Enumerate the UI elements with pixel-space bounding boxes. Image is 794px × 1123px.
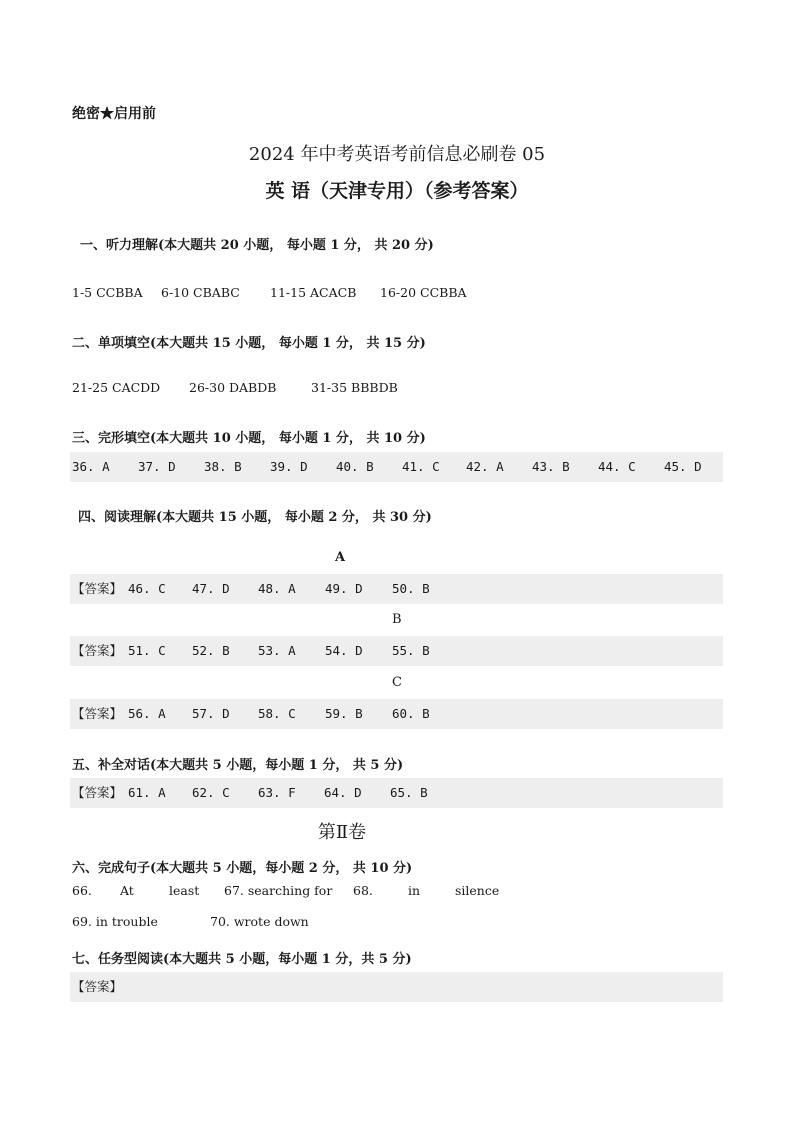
section-4-title: 四、阅读理解(本大题共 15 小题， 每小题 2 分， 共 30 分) xyxy=(78,510,432,525)
answer-item: 43. B xyxy=(532,459,570,474)
section-5-title: 五、补全对话(本大题共 5 小题，每小题 1 分， 共 5 分) xyxy=(72,758,404,773)
answer-item: 60. B xyxy=(392,706,430,721)
answer-item: 37. D xyxy=(138,459,176,474)
answer-item: 57. D xyxy=(192,706,230,721)
top-secret-label: 绝密★启用前 xyxy=(72,106,156,122)
answer-item: 51. C xyxy=(128,643,166,658)
answer-item: 70. wrote down xyxy=(210,914,309,929)
answer-group: 11-15 ACACB xyxy=(270,285,357,300)
section-5-answers xyxy=(72,778,712,808)
section-3-title: 三、完形填空(本大题共 10 小题， 每小题 1 分， 共 10 分) xyxy=(72,431,426,446)
answer-group: 21-25 CACDD xyxy=(72,380,161,395)
answer-item: 54. D xyxy=(325,643,363,658)
section-6-line-2 xyxy=(72,907,372,937)
answer-item: in xyxy=(408,883,421,898)
answer-item: 50. B xyxy=(392,581,430,596)
answer-prefix: 【答案】 xyxy=(72,785,123,800)
answer-prefix: 【答案】 xyxy=(72,643,123,658)
section-7-title: 七、任务型阅读(本大题共 5 小题，每小题 1 分，共 5 分) xyxy=(72,952,412,967)
answer-item: 62. C xyxy=(192,785,230,800)
part-b-answers xyxy=(72,636,712,666)
answer-item: 69. in trouble xyxy=(72,914,158,929)
volume-heading: 第Ⅱ卷 xyxy=(317,822,367,843)
answer-group: 6-10 CBABC xyxy=(161,285,240,300)
answer-item: 44. C xyxy=(598,459,636,474)
answer-item: 45. D xyxy=(664,459,702,474)
answer-item: 48. A xyxy=(258,581,296,596)
answer-prefix: 【答案】 xyxy=(72,581,123,596)
part-c-answers xyxy=(72,699,712,729)
answer-item: 38. B xyxy=(204,459,242,474)
answer-item: silence xyxy=(455,883,500,898)
answer-prefix: 【答案】 xyxy=(72,979,123,994)
section-7-answers xyxy=(72,972,172,1002)
answer-item: 42. A xyxy=(466,459,504,474)
answer-item: 63. F xyxy=(258,785,296,800)
answer-item: 53. A xyxy=(258,643,296,658)
section-6-title: 六、完成句子(本大题共 5 小题，每小题 2 分， 共 10 分) xyxy=(72,861,413,876)
section-6-line-1 xyxy=(72,876,532,906)
answer-item: 47. D xyxy=(192,581,230,596)
answer-group: 31-35 BBBDB xyxy=(311,380,398,395)
answer-item: 49. D xyxy=(325,581,363,596)
answer-group: 26-30 DABDB xyxy=(189,380,277,395)
answer-group: 16-20 CCBBA xyxy=(380,285,467,300)
section-3-answers xyxy=(72,452,722,482)
answer-item: 41. C xyxy=(402,459,440,474)
answer-item: 65. B xyxy=(390,785,428,800)
document-subtitle: 英 语（天津专用）（参考答案） xyxy=(265,180,529,202)
answer-item: 36. A xyxy=(72,459,110,474)
answer-item: At xyxy=(120,883,134,898)
answer-item: 67. searching for xyxy=(224,883,333,898)
answer-item: 40. B xyxy=(336,459,374,474)
answer-item: 39. D xyxy=(270,459,308,474)
answer-item: 68. xyxy=(353,883,373,898)
part-label-a: A xyxy=(335,550,346,565)
answer-group: 1-5 CCBBA xyxy=(72,285,143,300)
answer-item: 66. xyxy=(72,883,92,898)
answer-item: 59. B xyxy=(325,706,363,721)
answer-item: 61. A xyxy=(128,785,166,800)
part-label-b: B xyxy=(392,612,402,627)
answer-item: 46. C xyxy=(128,581,166,596)
answer-item: least xyxy=(169,883,200,898)
section-1-title: 一、听力理解(本大题共 20 小题， 每小题 1 分， 共 20 分) xyxy=(80,238,434,253)
answer-prefix: 【答案】 xyxy=(72,706,123,721)
part-label-c: C xyxy=(392,675,402,690)
section-2-title: 二、单项填空(本大题共 15 小题， 每小题 1 分， 共 15 分) xyxy=(72,336,426,351)
answer-item: 58. C xyxy=(258,706,296,721)
document-title: 2024 年中考英语考前信息必刷卷 05 xyxy=(248,144,546,165)
answer-item: 56. A xyxy=(128,706,166,721)
answer-item: 55. B xyxy=(392,643,430,658)
part-a-answers xyxy=(72,574,712,604)
answer-item: 64. D xyxy=(324,785,362,800)
answer-item: 52. B xyxy=(192,643,230,658)
